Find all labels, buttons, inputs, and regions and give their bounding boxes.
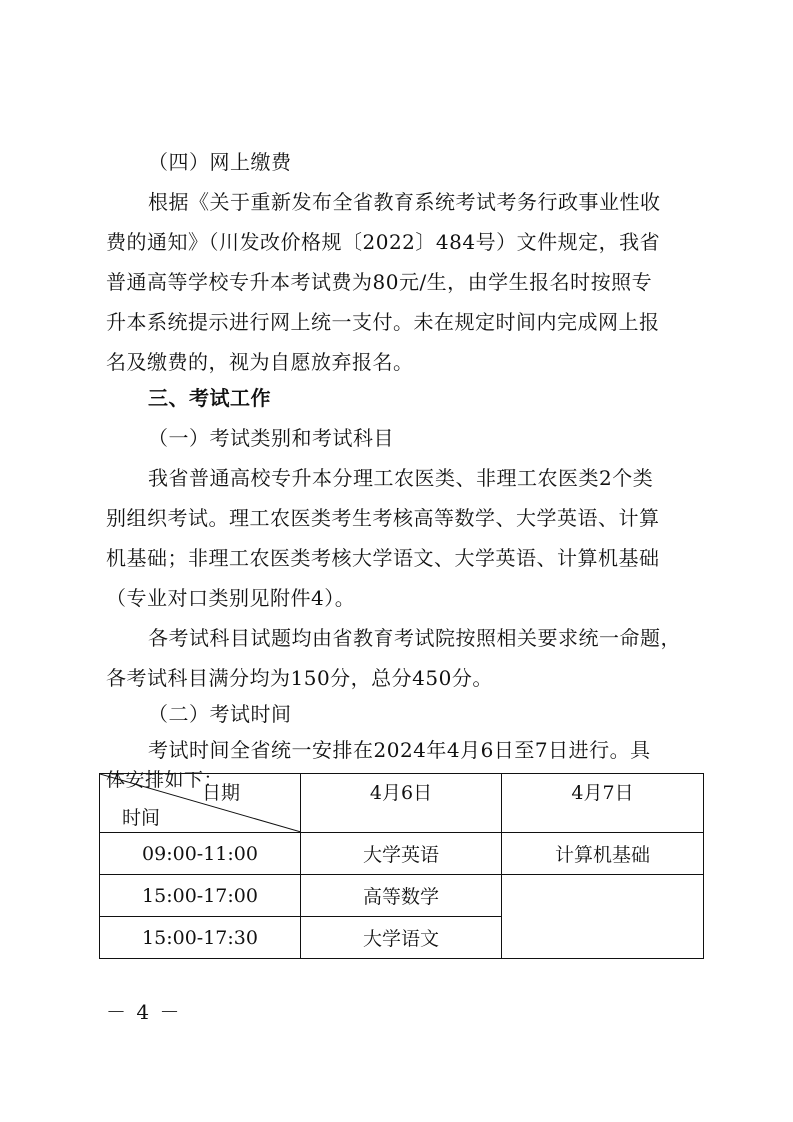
- table-header-row: [100, 774, 704, 833]
- paragraph-line: 普通高等学校专升本考试费为80元/生，由学生报名时按照专: [106, 270, 653, 294]
- paragraph-line: 各考试科目满分均为150分，总分450分。: [106, 666, 493, 690]
- paragraph-line: 考试时间全省统一安排在2024年4月6日至7日进行。具: [148, 738, 651, 762]
- time-cell: 09:00-11:00: [100, 833, 301, 875]
- exam-schedule-table: [99, 773, 703, 957]
- corner-header-cell: [100, 774, 301, 833]
- table-row: [100, 875, 704, 917]
- schedule-table: [99, 773, 704, 959]
- subject-cell: 高等数学: [301, 875, 502, 917]
- paragraph-line: 各考试科目试题均由省教育考试院按照相关要求统一命题，: [148, 626, 681, 650]
- section-heading-online-payment: （四）网上缴费: [148, 150, 292, 174]
- paragraph-line: 名及缴费的，视为自愿放弃报名。: [106, 350, 414, 374]
- section-heading-exam-work: 三、考试工作: [148, 386, 271, 410]
- paragraph-line: 别组织考试。理工农医类考生考核高等数学、大学英语、计算: [106, 506, 660, 530]
- corner-label-date: 日期: [201, 782, 240, 804]
- paragraph-line: 费的通知》（川发改价格规〔2022〕484号）文件规定，我省: [106, 230, 661, 254]
- time-cell: 15:00-17:30: [100, 917, 301, 959]
- paragraph-line: 机基础；非理工农医类考核大学语文、大学英语、计算机基础: [106, 546, 660, 570]
- paragraph-line: （专业对口类别见附件4）。: [106, 586, 356, 610]
- paragraph-line: 根据《关于重新发布全省教育系统考试考务行政事业性收: [148, 190, 661, 214]
- subsection-heading-exam-categories: （一）考试类别和考试科目: [148, 426, 394, 450]
- subject-cell: 大学英语: [301, 833, 502, 875]
- time-cell: 15:00-17:00: [100, 875, 301, 917]
- paragraph-line: 升本系统提示进行网上统一支付。未在规定时间内完成网上报: [106, 310, 660, 334]
- paragraph-line: 我省普通高校专升本分理工农医类、非理工农医类2个类: [148, 466, 654, 490]
- subject-cell: 计算机基础: [502, 833, 704, 875]
- subject-cell: 大学语文: [301, 917, 502, 959]
- subsection-heading-exam-time: （二）考试时间: [148, 702, 292, 726]
- paragraph-line: 体安排如下：: [106, 769, 224, 791]
- empty-merged-cell: [502, 875, 704, 959]
- page-number: － 4 －: [106, 1000, 182, 1024]
- table-row: [100, 833, 704, 875]
- column-header-day2: 4月7日: [502, 774, 704, 833]
- column-header-day1: 4月6日: [301, 774, 502, 833]
- corner-label-time: 时间: [122, 807, 161, 829]
